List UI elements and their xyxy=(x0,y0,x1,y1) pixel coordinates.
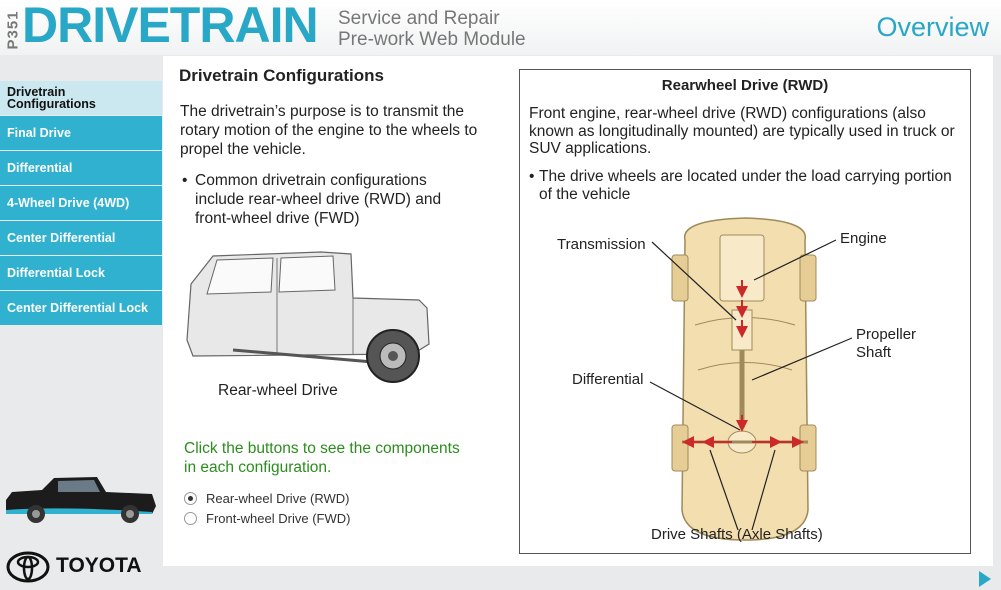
sidebar-item-differential-lock[interactable]: Differential Lock xyxy=(0,256,162,290)
sidebar-nav xyxy=(0,81,162,326)
intro-text: The drivetrain’s purpose is to transmit the rotary motion of the engine to the wheels to propel the vehicle. xyxy=(180,103,478,158)
rwd-box-title: Rearwheel Drive (RWD) xyxy=(661,77,829,94)
sidebar-item-drivetrain-configurations[interactable]: Drivetrain Configurations xyxy=(0,81,162,115)
radio-rwd[interactable] xyxy=(184,491,350,506)
sidebar-item-differential[interactable]: Differential xyxy=(0,151,162,185)
radio-fwd[interactable] xyxy=(184,511,350,526)
radio-rwd-label: Rear-wheel Drive (RWD) xyxy=(206,491,350,506)
illustration-caption: Rear-wheel Drive xyxy=(218,382,338,399)
label-drive-shafts: Drive Shafts (Axle Shafts) xyxy=(651,526,823,543)
label-propeller-line2: Shaft xyxy=(856,344,892,361)
instruction-text: Click the buttons to see the components in each configuration. xyxy=(184,440,460,476)
sidebar-item-4wd[interactable]: 4-Wheel Drive (4WD) xyxy=(0,186,162,220)
sidebar-item-center-differential-lock[interactable]: Center Differential Lock xyxy=(0,291,162,325)
label-differential: Differential xyxy=(572,371,644,388)
content-panel xyxy=(163,56,993,566)
next-arrow-icon[interactable] xyxy=(979,571,991,587)
course-code: P351 xyxy=(4,10,22,50)
rwd-info-box xyxy=(519,69,971,554)
toyota-logo xyxy=(6,550,156,584)
label-engine: Engine xyxy=(840,230,887,247)
bullet-configurations: • Common drivetrain configurations include rear-wheel drive (RWD) and front-wheel drive (FWD) xyxy=(182,172,442,227)
label-transmission: Transmission xyxy=(557,236,646,253)
subtitle-line1: Service and Repair xyxy=(338,8,500,29)
content-heading: Drivetrain Configurations xyxy=(179,66,384,85)
sidebar-item-final-drive[interactable]: Final Drive xyxy=(0,116,162,150)
label-propeller-line1: Propeller xyxy=(856,326,917,343)
toyota-emblem-icon xyxy=(6,550,50,584)
toyota-wordmark: TOYOTA xyxy=(56,554,142,577)
section-title: Overview xyxy=(876,12,989,42)
rwd-chassis-diagram xyxy=(520,70,970,553)
rwd-bullet: • The drive wheels are located under the load carrying portion of the vehicle xyxy=(529,168,952,203)
radio-fwd-indicator[interactable] xyxy=(184,512,197,525)
radio-fwd-label: Front-wheel Drive (FWD) xyxy=(206,511,351,526)
rwd-description: Front engine, rear-wheel drive (RWD) configurations (also known as longitudinally mounted) are typically used in truck or SUV applications. xyxy=(529,105,955,157)
sidebar-item-center-differential[interactable]: Center Differential xyxy=(0,221,162,255)
subtitle-line2: Pre-work Web Module xyxy=(338,29,526,50)
truck-photo xyxy=(2,470,158,528)
radio-rwd-indicator[interactable] xyxy=(184,492,197,505)
brand-title: DRIVETRAIN xyxy=(22,0,318,53)
header xyxy=(0,0,1001,55)
